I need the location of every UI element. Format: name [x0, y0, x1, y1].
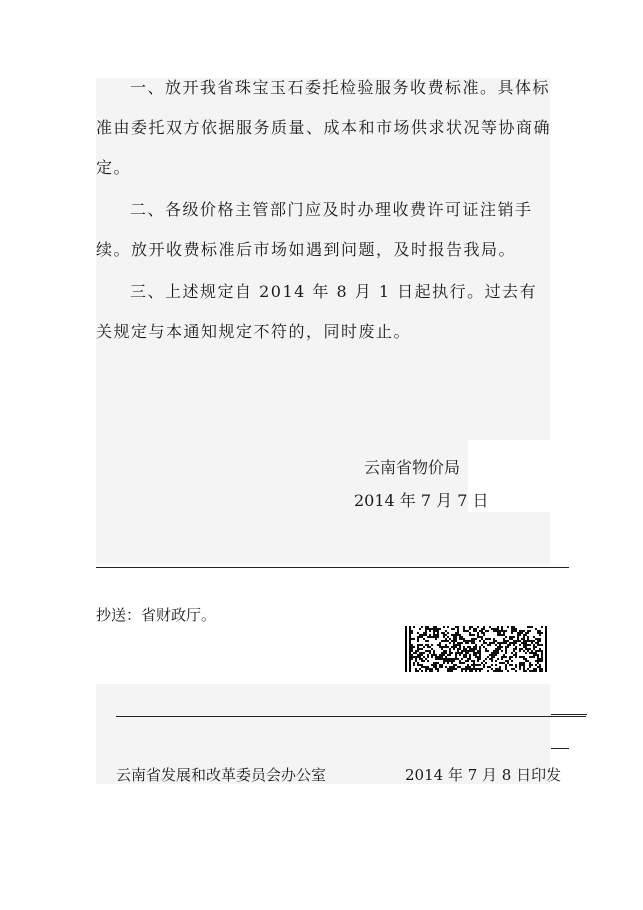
paragraph-2: 二、各级价格主管部门应及时办理收费许可证注销手续。放开收费标准后市场如遇到问题，及时报告我局。	[96, 200, 533, 259]
footer-top-rule	[116, 716, 586, 717]
paragraph-3: 三、上述规定自 2014 年 8 月 1 日起执行。过去有关规定与本通知规定不符的，同时废止。	[96, 282, 538, 341]
footer-office: 云南省发展和改革委员会办公室	[116, 766, 327, 784]
barcode-image	[405, 626, 548, 672]
cc-line: 抄送：省财政厅。	[96, 606, 217, 624]
cc-top-rule	[96, 567, 569, 568]
signature-issuer: 云南省物价局	[364, 458, 461, 477]
paragraph-1: 一、放开我省珠宝玉石委托检验服务收费标准。具体标准由委托双方依据服务质量、成本和市场供求状况等协商确定。	[96, 78, 552, 177]
footer-side-rule-b	[551, 748, 569, 749]
footer-side-rule-a	[551, 714, 587, 715]
footer-print-date: 2014 年 7 月 8 日印发	[405, 766, 562, 784]
signature-date: 2014 年 7 月 7 日	[354, 491, 489, 510]
